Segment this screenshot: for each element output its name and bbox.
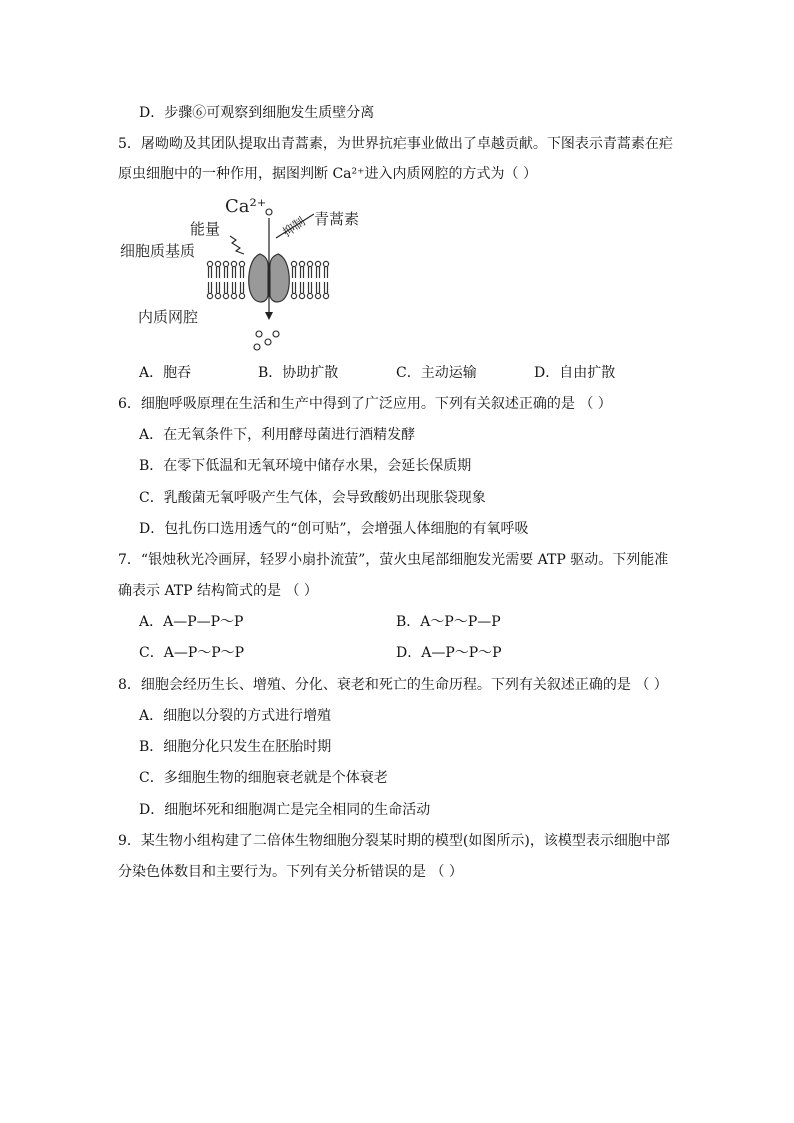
q4-option-d: D．步骤⑥可观察到细胞发生质壁分离 — [139, 105, 375, 121]
q6-option-d: D．包扎伤口选用透气的“创可贴”，会增强人体细胞的有氧呼吸 — [139, 521, 529, 537]
q7-option-d: D．A—P～P～P — [396, 645, 502, 661]
artemisinin-label: 青蒿素 — [314, 210, 360, 228]
phospholipid-left-tail — [225, 267, 228, 278]
phospholipid-left-tail — [241, 282, 244, 293]
left-phospholipid-bilayer — [207, 261, 244, 298]
q7-option-b: B．A～P～P—P — [396, 614, 501, 630]
phospholipid-right-tail — [325, 282, 328, 293]
phospholipid-left-tail — [209, 282, 212, 293]
ca-ion-top — [266, 209, 272, 215]
q8-option-b: B．细胞分化只发生在胚胎时期 — [139, 739, 332, 755]
phospholipid-left-tail — [241, 267, 244, 278]
phospholipid-left-tail — [209, 267, 212, 278]
q6-option-c: C．乳酸菌无氧呼吸产生气体，会导致酸奶出现胀袋现象 — [139, 490, 486, 506]
q5-option-d: D．自由扩散 — [534, 365, 616, 381]
q5-stem-line1: 5．屠呦呦及其团队提取出青蒿素，为世界抗疟事业做出了卓越贡献。下图表示青蒿素在疟 — [118, 136, 673, 152]
phospholipid-right-head — [315, 261, 320, 266]
phospholipid-right-head — [307, 293, 312, 298]
phospholipid-right-head — [323, 293, 328, 298]
phospholipid-left-tail — [233, 267, 236, 278]
q8-option-c: C．多细胞生物的细胞衰老就是个体衰老 — [139, 770, 388, 786]
q6-option-a: A．在无氧条件下，利用酵母菌进行酒精发酵 — [139, 427, 416, 443]
phospholipid-left-head — [223, 293, 228, 298]
phospholipid-left-head — [215, 293, 220, 298]
q6-stem: 6．细胞呼吸原理在生活和生产中得到了广泛应用。下列有关叙述正确的是 （ ） — [118, 396, 612, 412]
carrier-protein-left — [249, 254, 268, 302]
q7-option-a: A．A—P—P～P — [139, 614, 244, 630]
q9-stem-line1: 9．某生物小组构建了二倍体生物细胞分裂某时期的模型(如图所示)，该模型表示细胞中部 — [118, 833, 670, 849]
q6-option-b: B．在零下低温和无氧环境中储存水果，会延长保质期 — [139, 458, 472, 474]
q7-option-c: C．A—P～P～P — [139, 645, 245, 661]
q8-stem: 8．细胞会经历生长、增殖、分化、衰老和死亡的生命历程。下列有关叙述正确的是 （ ） — [118, 677, 668, 693]
phospholipid-right-head — [299, 261, 304, 266]
phospholipid-right-tail — [309, 267, 312, 278]
phospholipid-left-head — [239, 293, 244, 298]
phospholipid-left-tail — [217, 267, 220, 278]
phospholipid-left-tail — [225, 282, 228, 293]
phospholipid-right-tail — [293, 282, 296, 293]
phospholipid-right-tail — [301, 267, 304, 278]
er-lumen-label: 内质网腔 — [138, 308, 199, 326]
ca-transport-figure — [118, 196, 378, 356]
phospholipid-left-head — [223, 261, 228, 266]
q5-stem-line2: 原虫细胞中的一种作用，据图判断 Ca²⁺进入内质网腔的方式为（ ） — [118, 166, 537, 182]
phospholipid-left-head — [207, 293, 212, 298]
phospholipid-right-tail — [325, 267, 328, 278]
phospholipid-right-tail — [293, 267, 296, 278]
q5-option-b: B．协助扩散 — [258, 365, 339, 381]
phospholipid-right-head — [299, 293, 304, 298]
inhibit-label: 抑制 — [280, 214, 308, 240]
phospholipid-left-head — [215, 261, 220, 266]
phospholipid-right-tail — [317, 267, 320, 278]
phospholipid-right-head — [323, 261, 328, 266]
phospholipid-right-head — [291, 293, 296, 298]
transport-arrowhead — [265, 312, 273, 320]
phospholipid-left-tail — [233, 282, 236, 293]
phospholipid-left-head — [239, 261, 244, 266]
phospholipid-right-head — [307, 261, 312, 266]
q5-option-a: A．胞吞 — [139, 365, 192, 381]
phospholipid-right-head — [291, 261, 296, 266]
phospholipid-left-head — [231, 293, 236, 298]
cytoplasm-label: 细胞质基质 — [120, 242, 196, 260]
right-phospholipid-bilayer — [291, 261, 328, 298]
carrier-protein-right — [270, 254, 289, 302]
q7-stem-line1: 7．“银烛秋光冷画屏，轻罗小扇扑流萤”，萤火虫尾部细胞发光需要 ATP 驱动。下列能准 — [118, 552, 669, 568]
q7-stem-line2: 确表示 ATP 结构简式的是 （ ） — [118, 583, 318, 599]
phospholipid-left-head — [207, 261, 212, 266]
q9-stem-line2: 分染色体数目和主要行为。下列有关分析错误的是 （ ） — [118, 864, 463, 880]
phospholipid-left-head — [231, 261, 236, 266]
q8-option-a: A．细胞以分裂的方式进行增殖 — [139, 708, 332, 724]
phospholipid-right-head — [315, 293, 320, 298]
phospholipid-left-tail — [217, 282, 220, 293]
energy-label: 能量 — [190, 220, 221, 238]
q8-option-d: D．细胞坏死和细胞凋亡是完全相同的生命活动 — [139, 802, 431, 818]
q5-option-c: C．主动运输 — [396, 365, 477, 381]
phospholipid-right-tail — [317, 282, 320, 293]
ca-ion-label: Ca²⁺ — [225, 196, 267, 217]
phospholipid-right-tail — [309, 282, 312, 293]
ca-ions-lumen — [254, 331, 279, 350]
energy-zigzag — [230, 236, 244, 254]
phospholipid-right-tail — [301, 282, 304, 293]
